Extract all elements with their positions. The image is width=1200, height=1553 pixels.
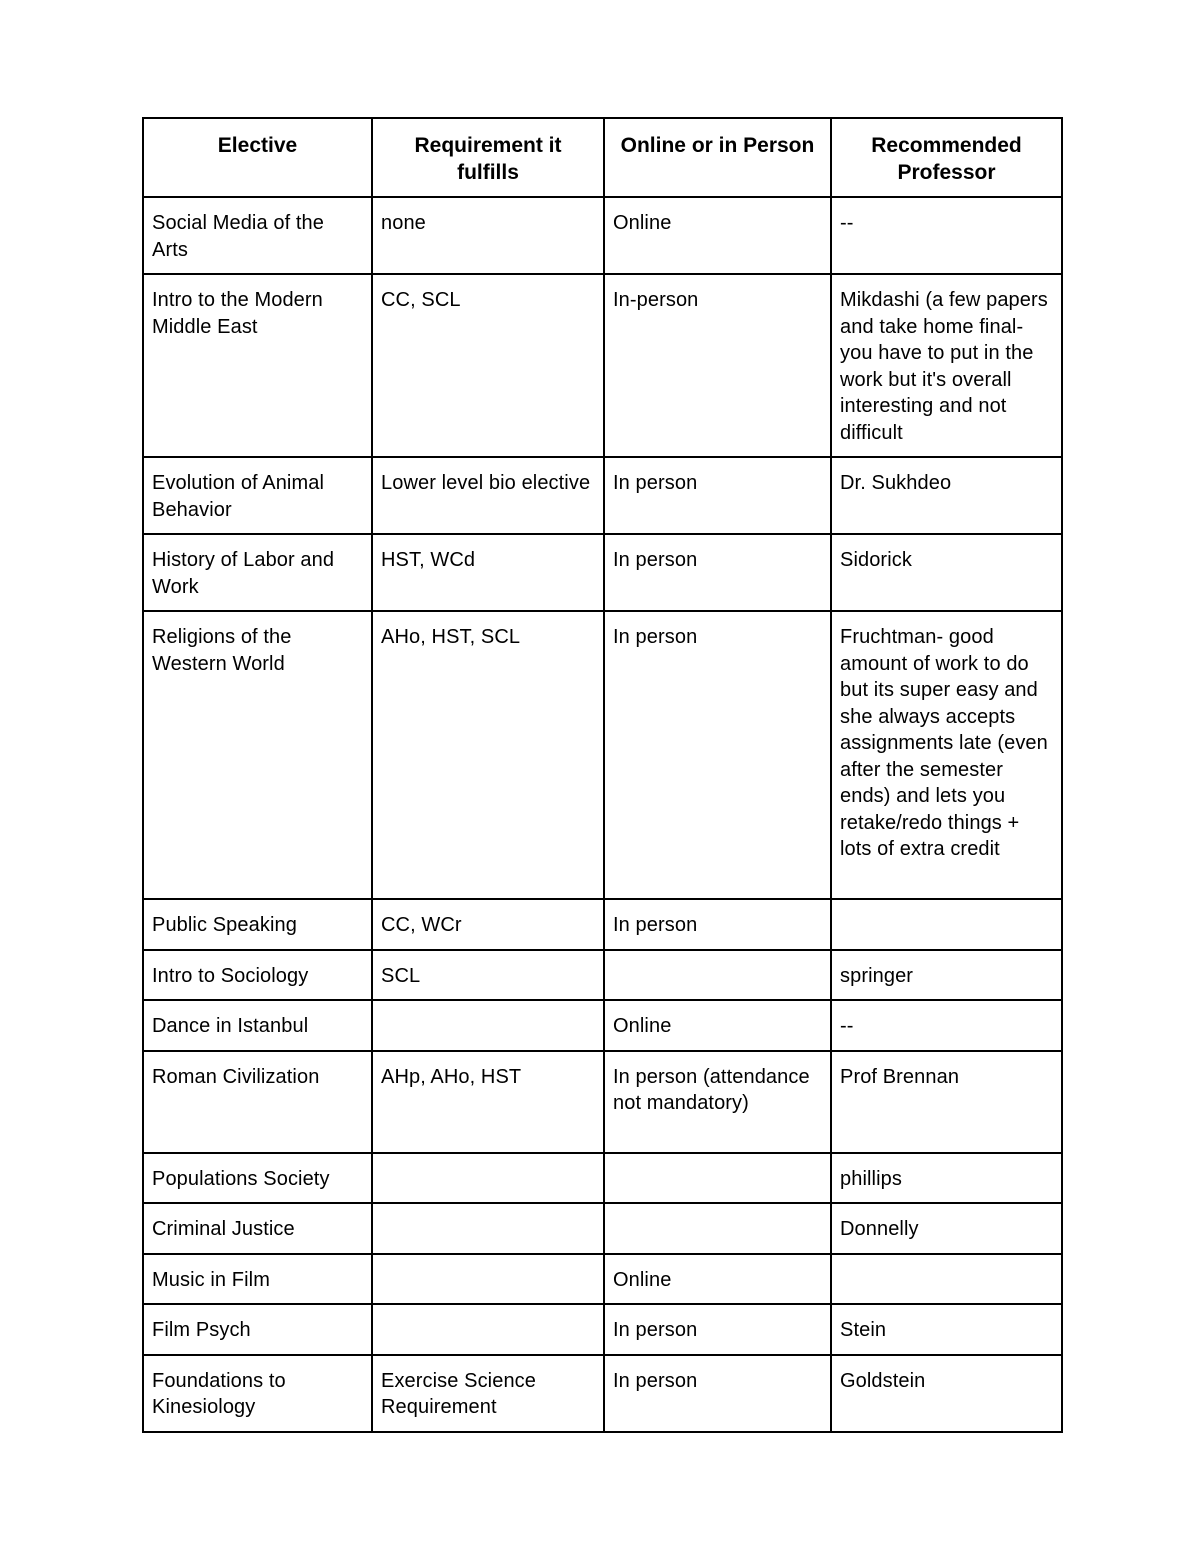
- cell-requirement: HST, WCd: [372, 534, 604, 611]
- cell-format: In person (attendance not mandatory): [604, 1051, 831, 1153]
- cell-elective: Public Speaking: [143, 899, 372, 950]
- cell-format: Online: [604, 1254, 831, 1305]
- cell-requirement: CC, WCr: [372, 899, 604, 950]
- cell-requirement: AHp, AHo, HST: [372, 1051, 604, 1153]
- table-row: [143, 611, 1062, 899]
- cell-professor: [831, 1254, 1062, 1305]
- cell-format: Online: [604, 1000, 831, 1051]
- cell-elective: Populations Society: [143, 1153, 372, 1204]
- table-row: [143, 1153, 1062, 1204]
- header-professor: Recommended Professor: [831, 118, 1062, 197]
- cell-requirement: none: [372, 197, 604, 274]
- cell-format: In person: [604, 1355, 831, 1432]
- cell-requirement: CC, SCL: [372, 274, 604, 457]
- cell-professor: phillips: [831, 1153, 1062, 1204]
- cell-elective: Evolution of Animal Behavior: [143, 457, 372, 534]
- cell-professor: Stein: [831, 1304, 1062, 1355]
- cell-format: In person: [604, 534, 831, 611]
- cell-elective: Foundations to Kinesiology: [143, 1355, 372, 1432]
- table-row: [143, 534, 1062, 611]
- cell-format: In person: [604, 611, 831, 899]
- cell-format: In person: [604, 457, 831, 534]
- cell-requirement: [372, 1304, 604, 1355]
- cell-professor: Prof Brennan: [831, 1051, 1062, 1153]
- cell-elective: Social Media of the Arts: [143, 197, 372, 274]
- table-body: [143, 197, 1062, 1432]
- cell-format: [604, 1153, 831, 1204]
- cell-requirement: AHo, HST, SCL: [372, 611, 604, 899]
- header-requirement: Requirement it fulfills: [372, 118, 604, 197]
- cell-elective: Film Psych: [143, 1304, 372, 1355]
- cell-elective: Criminal Justice: [143, 1203, 372, 1254]
- cell-professor: Goldstein: [831, 1355, 1062, 1432]
- cell-professor: [831, 899, 1062, 950]
- cell-requirement: SCL: [372, 950, 604, 1001]
- cell-professor: Mikdashi (a few papers and take home final- you have to put in the work but it's overall interesting and not difficult: [831, 274, 1062, 457]
- table-row: [143, 1000, 1062, 1051]
- table-row: [143, 1203, 1062, 1254]
- table-row: [143, 1254, 1062, 1305]
- header-format: Online or in Person: [604, 118, 831, 197]
- cell-requirement: [372, 1000, 604, 1051]
- cell-elective: Dance in Istanbul: [143, 1000, 372, 1051]
- cell-elective: Intro to the Modern Middle East: [143, 274, 372, 457]
- cell-professor: Donnelly: [831, 1203, 1062, 1254]
- cell-requirement: Lower level bio elective: [372, 457, 604, 534]
- cell-requirement: [372, 1203, 604, 1254]
- cell-elective: Religions of the Western World: [143, 611, 372, 899]
- cell-format: Online: [604, 197, 831, 274]
- cell-elective: Music in Film: [143, 1254, 372, 1305]
- table-row: [143, 274, 1062, 457]
- cell-professor: --: [831, 1000, 1062, 1051]
- header-row: [143, 118, 1062, 197]
- cell-elective: History of Labor and Work: [143, 534, 372, 611]
- cell-format: In person: [604, 899, 831, 950]
- table-row: [143, 899, 1062, 950]
- cell-professor: springer: [831, 950, 1062, 1001]
- cell-professor: Sidorick: [831, 534, 1062, 611]
- cell-requirement: [372, 1153, 604, 1204]
- cell-format: [604, 950, 831, 1001]
- header-elective: Elective: [143, 118, 372, 197]
- cell-requirement: [372, 1254, 604, 1305]
- table-row: [143, 1304, 1062, 1355]
- cell-format: In person: [604, 1304, 831, 1355]
- cell-elective: Intro to Sociology: [143, 950, 372, 1001]
- table-header: [143, 118, 1062, 197]
- electives-table: [142, 117, 1063, 1433]
- cell-elective: Roman Civilization: [143, 1051, 372, 1153]
- table-row: [143, 1355, 1062, 1432]
- cell-format: [604, 1203, 831, 1254]
- table-row: [143, 1051, 1062, 1153]
- cell-requirement: Exercise Science Requirement: [372, 1355, 604, 1432]
- table-row: [143, 197, 1062, 274]
- table-row: [143, 950, 1062, 1001]
- table-row: [143, 457, 1062, 534]
- cell-professor: Fruchtman- good amount of work to do but its super easy and she always accepts assignments late (even after the semester ends) and lets you retake/redo things + lots of extra credit: [831, 611, 1062, 899]
- cell-professor: Dr. Sukhdeo: [831, 457, 1062, 534]
- cell-format: In-person: [604, 274, 831, 457]
- cell-professor: --: [831, 197, 1062, 274]
